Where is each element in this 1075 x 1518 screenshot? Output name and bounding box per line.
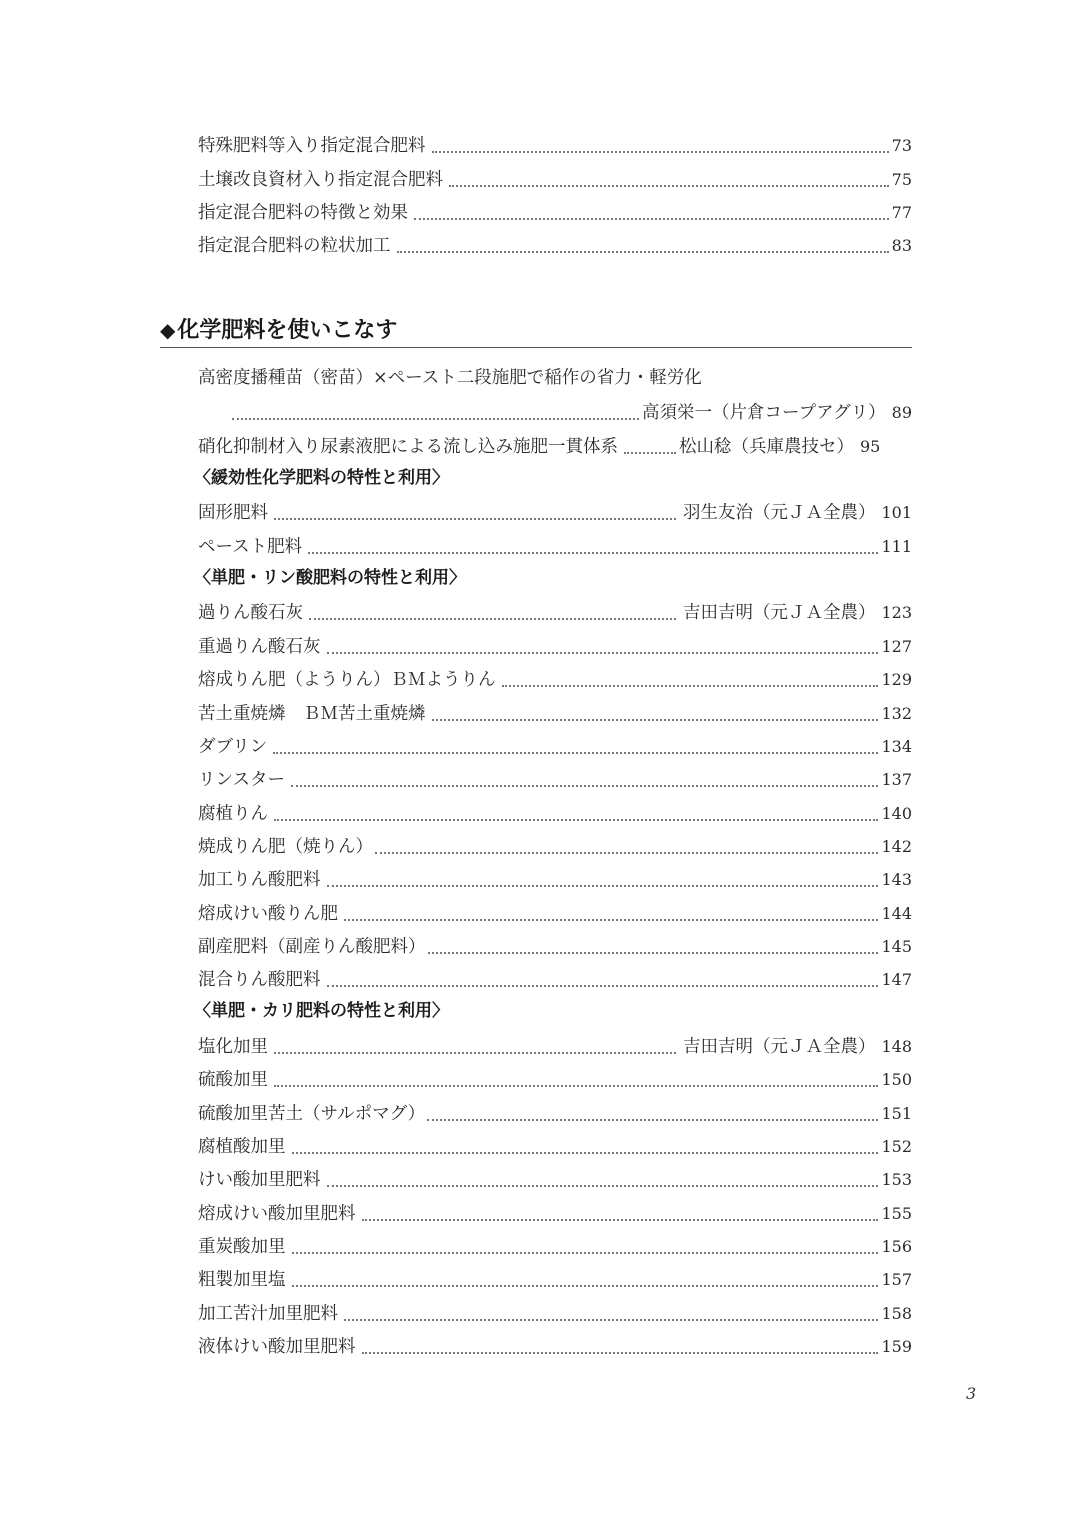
toc-entry[interactable] — [198, 831, 912, 859]
dot-leader — [624, 451, 676, 454]
entry-title: 混合りん酸肥料 — [198, 970, 321, 990]
toc-entry[interactable] — [198, 964, 912, 992]
entry-author: 吉田吉明（元ＪＡ全農） — [682, 603, 876, 623]
entry-page: 95 — [860, 437, 881, 456]
entry-title: 指定混合肥料の特徴と効果 — [198, 203, 408, 223]
entry-title: ダブリン — [198, 737, 268, 757]
entry-author: 松山稔（兵庫農技セ） — [679, 437, 854, 457]
dot-leader — [344, 1318, 878, 1321]
toc-entry[interactable] — [198, 931, 912, 959]
dot-leader — [449, 184, 889, 187]
section-heading — [160, 313, 912, 348]
dot-leader — [232, 417, 639, 420]
entry-author: 高須栄一（片倉コープアグリ） — [642, 403, 886, 423]
toc-entry[interactable] — [198, 597, 912, 625]
entry-title: けい酸加里肥料 — [198, 1170, 321, 1190]
entry-page: 132 — [881, 704, 912, 723]
dot-leader — [432, 150, 889, 153]
toc-entry[interactable] — [198, 1164, 912, 1192]
entry-page: 101 — [881, 503, 912, 522]
dot-leader — [308, 551, 878, 554]
subsection-heading: 〈緩効性化学肥料の特性と利用〉 — [194, 468, 449, 488]
entry-author: 羽生友治（元ＪＡ全農） — [682, 503, 876, 523]
toc-entry[interactable] — [198, 431, 912, 459]
dot-leader — [362, 1351, 879, 1354]
entry-title: 指定混合肥料の粒状加工 — [198, 236, 391, 256]
toc-entry[interactable] — [232, 397, 912, 425]
entry-page: 158 — [881, 1304, 912, 1323]
entry-title: 重過りん酸石灰 — [198, 637, 321, 657]
entry-title: 副産肥料（副産りん酸肥料） — [198, 937, 426, 957]
toc-entry[interactable] — [198, 1231, 912, 1259]
entry-page: 159 — [881, 1337, 912, 1356]
toc-entry[interactable] — [198, 864, 912, 892]
toc-entry[interactable] — [198, 631, 912, 659]
dot-leader — [292, 1251, 879, 1254]
dot-leader — [274, 1051, 676, 1054]
toc-entry[interactable] — [198, 130, 912, 158]
dot-leader — [274, 1084, 878, 1087]
toc-entry[interactable] — [198, 164, 912, 192]
dot-leader — [428, 951, 879, 954]
entry-title: 土壌改良資材入り指定混合肥料 — [198, 170, 443, 190]
entry-title: 腐植りん — [198, 804, 268, 824]
entry-title: 焼成りん肥（焼りん） — [198, 837, 373, 857]
toc-entry[interactable] — [198, 731, 912, 759]
entry-title: 苦土重焼燐 ＢＭ苦土重焼燐 — [198, 704, 426, 724]
entry-title: リンスター — [198, 770, 285, 790]
dot-leader — [309, 617, 676, 620]
entry-title: 塩化加里 — [198, 1037, 268, 1057]
dot-leader — [274, 818, 878, 821]
toc-entry[interactable] — [198, 764, 912, 792]
toc-entry[interactable] — [198, 230, 912, 258]
entry-author: 吉田吉明（元ＪＡ全農） — [682, 1037, 876, 1057]
toc-entry[interactable] — [198, 664, 912, 692]
entry-title: 固形肥料 — [198, 503, 268, 523]
entry-page: 123 — [881, 603, 912, 622]
entry-page: 147 — [881, 970, 912, 989]
entry-page: 137 — [881, 770, 912, 789]
entry-page: 151 — [881, 1104, 912, 1123]
toc-entry[interactable] — [198, 1031, 912, 1059]
dot-leader — [414, 217, 889, 220]
toc-entry[interactable] — [198, 1098, 912, 1126]
entry-page: 143 — [881, 870, 912, 889]
dot-leader — [292, 1284, 879, 1287]
dot-leader — [344, 918, 878, 921]
dot-leader — [327, 651, 879, 654]
entry-page: 157 — [881, 1270, 912, 1289]
entry-title: 硫酸加里 — [198, 1070, 268, 1090]
entry-title: 熔成りん肥（ようりん）ＢＭようりん — [198, 670, 496, 690]
dot-leader — [327, 984, 879, 987]
entry-title: ペースト肥料 — [198, 537, 303, 557]
toc-entry[interactable] — [198, 1298, 912, 1326]
entry-page: 152 — [881, 1137, 912, 1156]
toc-entry[interactable] — [198, 531, 912, 559]
dot-leader — [362, 1218, 879, 1221]
toc-entry[interactable] — [198, 698, 912, 726]
dot-leader — [502, 684, 879, 687]
entry-title: 粗製加里塩 — [198, 1270, 286, 1290]
dot-leader — [291, 784, 878, 787]
dot-leader — [327, 1184, 879, 1187]
toc-entry[interactable] — [198, 1264, 912, 1292]
entry-page: 144 — [881, 904, 912, 923]
entry-title: 過りん酸石灰 — [198, 603, 303, 623]
entry-title: 加工苦汁加里肥料 — [198, 1304, 338, 1324]
entry-page: 156 — [881, 1237, 912, 1256]
toc-entry[interactable] — [198, 1131, 912, 1159]
entry-page: 145 — [881, 937, 912, 956]
toc-entry-title-line[interactable]: 高密度播種苗（密苗）×ペースト二段施肥で稲作の省力・軽労化 — [198, 368, 702, 388]
toc-entry[interactable] — [198, 898, 912, 926]
entry-page: 129 — [881, 670, 912, 689]
dot-leader — [273, 751, 878, 754]
entry-page: 148 — [881, 1037, 912, 1056]
entry-page: 155 — [881, 1204, 912, 1223]
page-number: 3 — [966, 1384, 977, 1403]
entry-page: 111 — [881, 537, 912, 556]
entry-title: 腐植酸加里 — [198, 1137, 286, 1157]
entry-page: 89 — [891, 403, 912, 422]
entry-page: 77 — [891, 203, 912, 222]
entry-title: 硫酸加里苦土（サルポマグ） — [198, 1104, 426, 1124]
section-title: 化学肥料を使いこなす — [177, 318, 398, 343]
toc-entry[interactable] — [198, 798, 912, 826]
entry-page: 140 — [881, 804, 912, 823]
entry-page: 127 — [881, 637, 912, 656]
entry-title: 熔成けい酸加里肥料 — [198, 1204, 356, 1224]
dot-leader — [327, 884, 879, 887]
toc-entry[interactable] — [198, 197, 912, 225]
dot-leader — [427, 1118, 878, 1121]
subsection-heading: 〈単肥・カリ肥料の特性と利用〉 — [194, 1001, 449, 1021]
toc-entry[interactable] — [198, 1064, 912, 1092]
entry-page: 83 — [891, 236, 912, 255]
toc-entry[interactable] — [198, 1331, 912, 1359]
toc-entry[interactable] — [198, 1198, 912, 1226]
entry-page: 75 — [891, 170, 912, 189]
dot-leader — [292, 1151, 879, 1154]
dot-leader — [397, 250, 889, 253]
entry-page: 153 — [881, 1170, 912, 1189]
dot-leader — [375, 851, 878, 854]
dot-leader — [432, 718, 879, 721]
entry-page: 150 — [881, 1070, 912, 1089]
dot-leader — [274, 517, 676, 520]
entry-title: 熔成けい酸りん肥 — [198, 904, 338, 924]
entry-title: 加工りん酸肥料 — [198, 870, 321, 890]
entry-page: 142 — [881, 837, 912, 856]
diamond-icon: ◆ — [160, 318, 176, 342]
entry-title: 重炭酸加里 — [198, 1237, 286, 1257]
entry-title: 液体けい酸加里肥料 — [198, 1337, 356, 1357]
entry-page: 134 — [881, 737, 912, 756]
entry-page: 73 — [891, 136, 912, 155]
entry-title: 硝化抑制材入り尿素液肥による流し込み施肥一貫体系 — [198, 437, 618, 457]
subsection-heading: 〈単肥・リン酸肥料の特性と利用〉 — [194, 568, 466, 588]
toc-entry[interactable] — [198, 497, 912, 525]
entry-title: 特殊肥料等入り指定混合肥料 — [198, 136, 426, 156]
